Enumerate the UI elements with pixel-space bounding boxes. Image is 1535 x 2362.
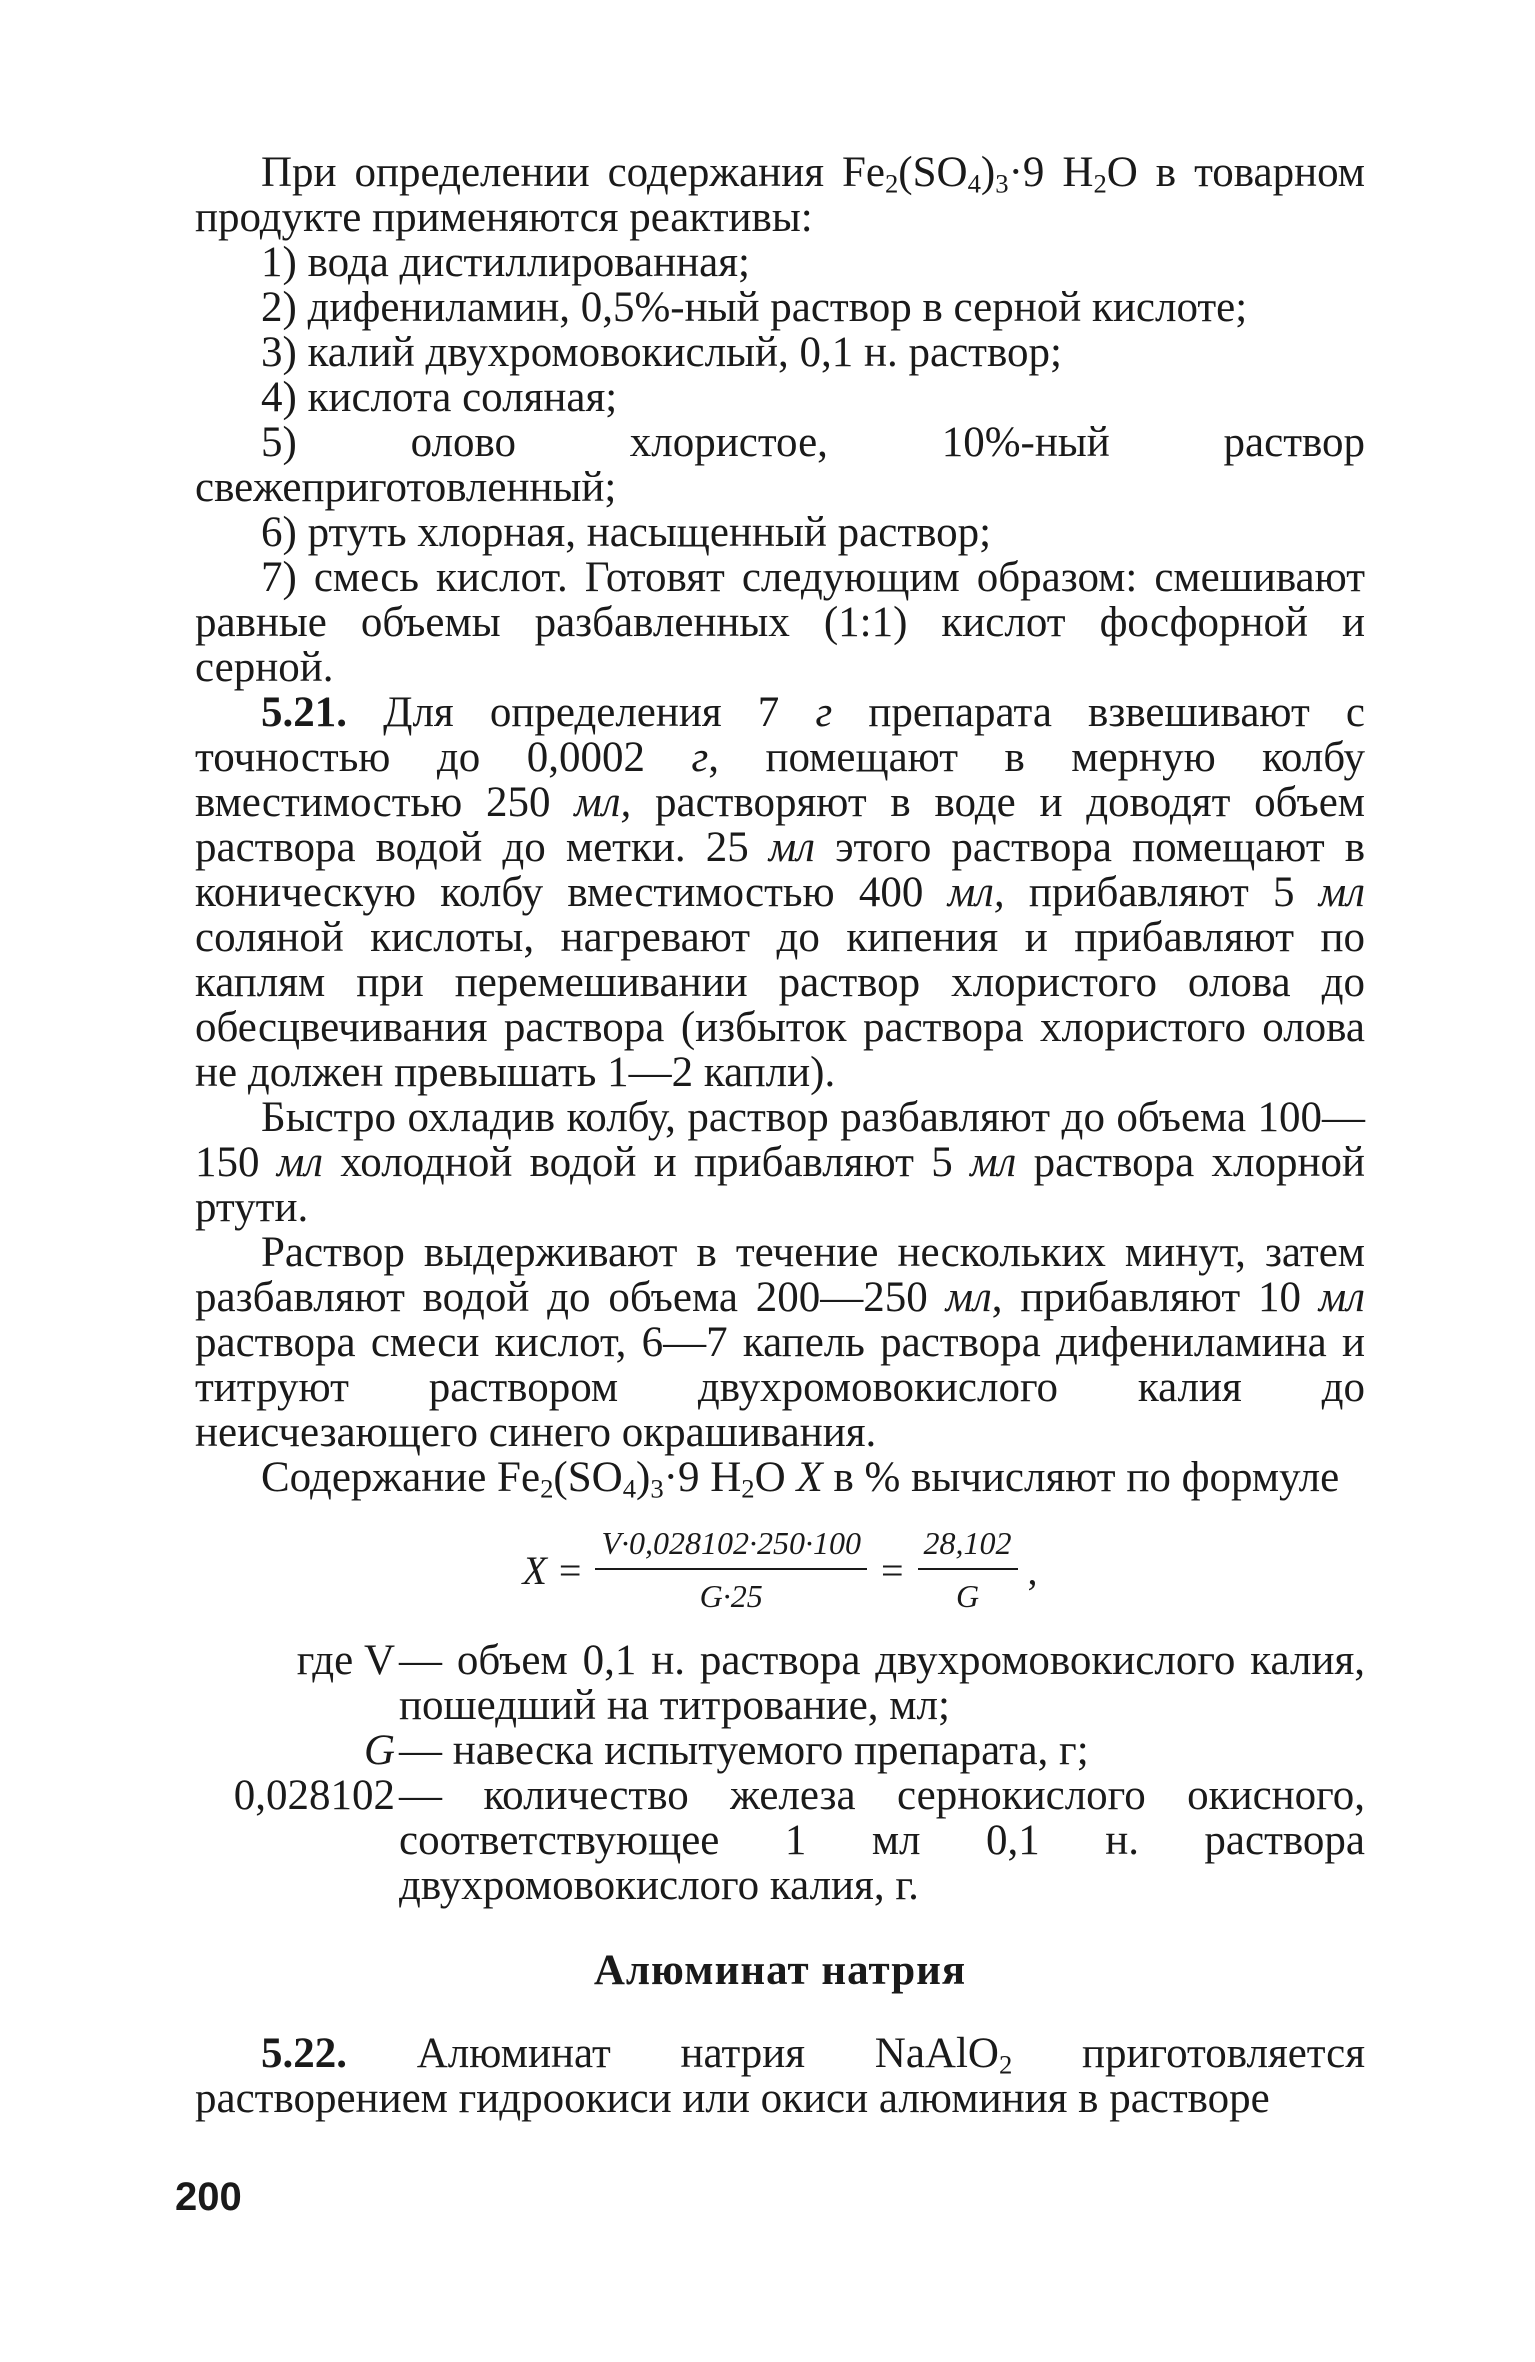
clause-number: 5.21. bbox=[261, 689, 347, 736]
legend-symbol: где V bbox=[296, 1637, 395, 1684]
legend-description: — объем 0,1 н. раствора двухромовокислого калия, пошедший на титрование, мл; bbox=[399, 1637, 1365, 1729]
fraction-simplified bbox=[918, 1521, 1018, 1619]
page-number: 200 bbox=[175, 2175, 242, 2219]
formula-legend bbox=[195, 1638, 1365, 1908]
reagent-item: 5) олово хлористое, 10%-ный раствор свежеприготовленный; bbox=[195, 419, 1365, 511]
legend-description: — количество железа сернокислого окисного, соответствующее 1 мл 0,1 н. раствора двухромовокислого калия, г. bbox=[399, 1772, 1365, 1909]
legend-description: — навеска испытуемого препарата, г; bbox=[399, 1727, 1089, 1774]
page-text bbox=[195, 150, 1365, 2121]
formula-lhs: X bbox=[522, 1547, 547, 1593]
intro-paragraph: При определении содержания $Fe_2(SO_4)_3\cdot 9$ $H_2O$ в товарном продукте применяются реактивы: bbox=[195, 149, 1366, 241]
fraction-numerator: V·0,028102·250·100 bbox=[595, 1521, 867, 1570]
reagent-item: 1) вода дистиллированная; bbox=[261, 239, 750, 286]
reagent-item: 7) смесь кислот. Готовят следующим образом: смешивают равные объемы разбавленных (1:1) кислот фосфорной и серной. bbox=[195, 554, 1365, 691]
calculation-paragraph: Содержание $Fe_2(SO_4)_3\cdot 9$ $H_2O$ X в % вычисляют по формуле bbox=[261, 1454, 1340, 1504]
legend-symbol: 0,028102 bbox=[233, 1772, 395, 1819]
fraction-denominator: G·25 bbox=[699, 1578, 763, 1614]
fraction-denominator: G bbox=[955, 1578, 980, 1614]
cooling-paragraph: Быстро охладив колбу, раствор разбавляют до объема 100—150 мл холодной водой и прибавляют 5 мл раствора хлорной ртути. bbox=[195, 1094, 1366, 1231]
fraction-numerator: 28,102 bbox=[918, 1521, 1018, 1570]
equals-sign: = bbox=[558, 1547, 582, 1593]
formula bbox=[195, 1510, 1365, 1630]
legend-row bbox=[195, 1728, 1365, 1773]
equals-sign: = bbox=[880, 1547, 904, 1593]
section-title: Алюминат натрия bbox=[593, 1947, 967, 1994]
legend-row bbox=[195, 1773, 1365, 1908]
legend-symbol: G bbox=[363, 1727, 395, 1774]
reagent-item: 2) дифениламин, 0,5%-ный раствор в серной кислоте; bbox=[261, 284, 1248, 331]
paragraph-5-21: 5.21. Для определения 7 г препарата взвешивают с точностью до 0,0002 г, помещают в мерную колбу вместимостью 250 мл, растворяют в воде и доводят объем раствора водой до метки. 25 мл этого раствора помещают в коническую колбу вместимостью 400 мл, прибавляют 5 мл соляной кислоты, нагревают до кипения и прибавляют по каплям при перемешивании раствор хлористого олова до обесцвечивания раствора (избыток раствора хлористого олова не должен превышать 1—2 капли). bbox=[195, 689, 1366, 1096]
reagent-item: 3) калий двухромовокислый, 0,1 н. раствор; bbox=[261, 329, 1062, 376]
fraction-full bbox=[595, 1521, 867, 1619]
formula-comma: , bbox=[1027, 1547, 1038, 1593]
reagent-item: 4) кислота соляная; bbox=[261, 374, 618, 421]
paragraph-5-22: 5.22. Алюминат натрия NaAlO$_2$ приготовляется растворением гидроокиси или окиси алюминия в растворе bbox=[195, 2030, 1365, 2122]
clause-number: 5.22. bbox=[261, 2030, 347, 2077]
titration-paragraph: Раствор выдерживают в течение нескольких минут, затем разбавляют водой до объема 200—250 мл, прибавляют 10 мл раствора смеси кислот, 6—7 капель раствора дифениламина и титруют раствором двухромовокислого калия до неисчезающего синего окрашивания. bbox=[195, 1229, 1365, 1456]
reagent-item: 6) ртуть хлорная, насыщенный раствор; bbox=[261, 509, 992, 556]
legend-row bbox=[195, 1638, 1365, 1728]
